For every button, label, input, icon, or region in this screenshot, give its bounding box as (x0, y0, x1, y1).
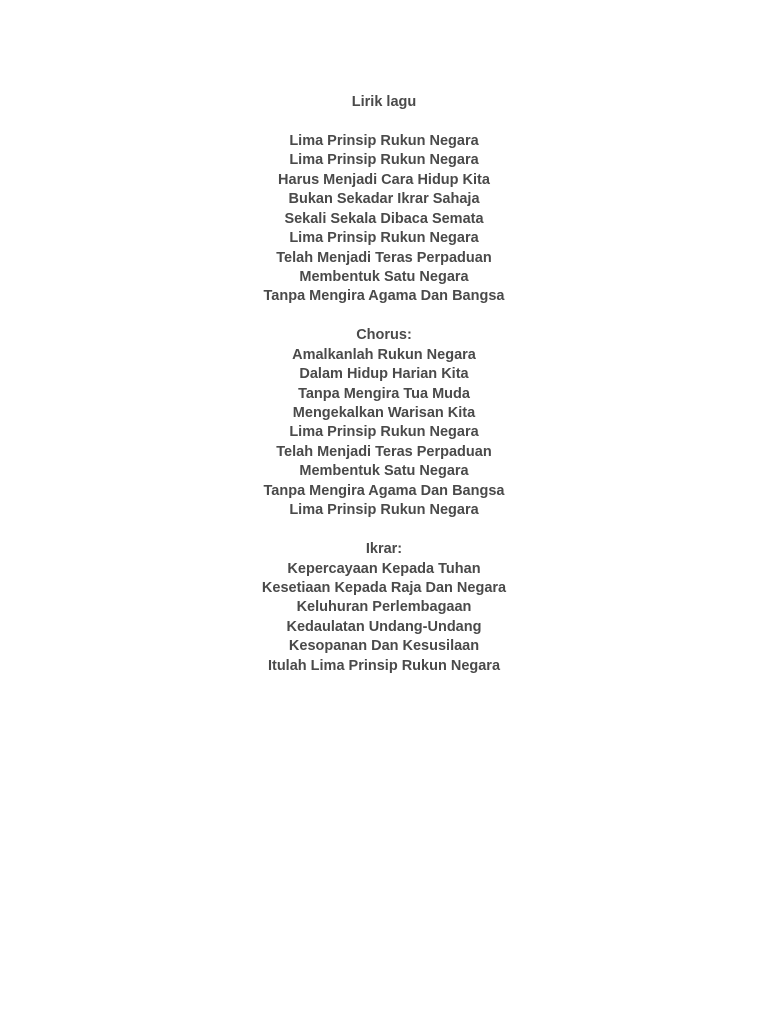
verse-line: Telah Menjadi Teras Perpaduan (276, 249, 492, 266)
verse-line: Membentuk Satu Negara (299, 268, 469, 285)
verse-line: Sekali Sekala Dibaca Semata (284, 210, 484, 227)
verse-line: Lima Prinsip Rukun Negara (289, 132, 479, 149)
chorus-line: Dalam Hidup Harian Kita (299, 366, 469, 383)
spacer (0, 521, 768, 540)
chorus-line: Amalkanlah Rukun Negara (292, 346, 476, 363)
chorus-line: Lima Prinsip Rukun Negara (289, 502, 479, 519)
spacer (0, 112, 768, 131)
chorus-heading: Chorus: (356, 327, 412, 344)
verse-line: Harus Menjadi Cara Hidup Kita (278, 171, 490, 188)
verse-line: Lima Prinsip Rukun Negara (289, 152, 479, 169)
ikrar-line: Kesetiaan Kepada Raja Dan Negara (261, 579, 507, 596)
ikrar-line: Kedaulatan Undang-Undang (286, 618, 482, 635)
chorus-line: Mengekalkan Warisan Kita (292, 405, 476, 421)
ikrar-line: Kesopanan Dan Kesusilaan (288, 638, 480, 655)
chorus-section (0, 326, 768, 520)
lyrics-block (0, 93, 768, 676)
verse-line: Lima Prinsip Rukun Negara (289, 230, 479, 247)
chorus-line: Tanpa Mengira Tua Muda (298, 385, 470, 402)
verse-line: Bukan Sekadar Ikrar Sahaja (288, 191, 480, 208)
ikrar-line: Keluhuran Perlembagaan (296, 599, 472, 616)
ikrar-heading: Ikrar: (365, 541, 403, 558)
ikrar-section (0, 540, 768, 676)
verse-line: Tanpa Mengira Agama Dan Bangsa (263, 288, 505, 305)
chorus-line: Tanpa Mengira Agama Dan Bangsa (263, 482, 505, 499)
chorus-line: Lima Prinsip Rukun Negara (289, 424, 479, 441)
chorus-line: Telah Menjadi Teras Perpaduan (276, 443, 492, 460)
ikrar-line: Kepercayaan Kepada Tuhan (287, 560, 481, 577)
verse-section (0, 132, 768, 307)
chorus-line: Membentuk Satu Negara (299, 463, 469, 480)
spacer (0, 307, 768, 326)
document-title: Lirik lagu (351, 94, 417, 110)
ikrar-line: Itulah Lima Prinsip Rukun Negara (267, 657, 501, 674)
